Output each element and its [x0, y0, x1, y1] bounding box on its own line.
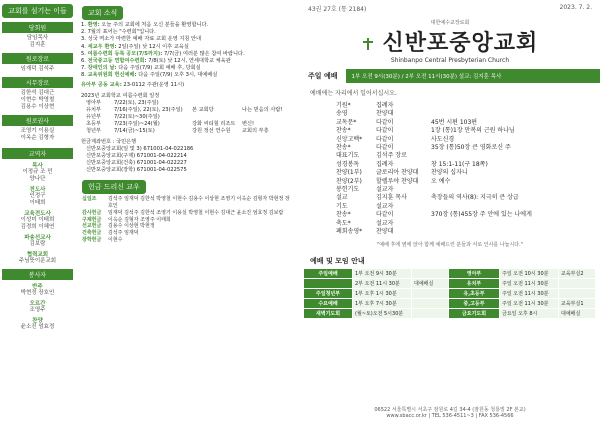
order-row: 설교 김지훈 목사 축장들의 역사(8): 지극히 큰 상급 — [336, 194, 519, 202]
staff-title: 봉사자 — [2, 269, 73, 280]
offering-header: 헌금 드리신 교우 — [82, 180, 146, 194]
cross-icon — [362, 38, 374, 50]
camp-row: 초등부 7/23(주일)~24(월) 강화 씨티힐 리조트 변신! — [86, 121, 255, 128]
camp-row: 청년부 7/14(금)~15(토) 강원 정선 연수원 교회의 부흥 — [86, 128, 269, 135]
order-row: 봉헌기도 설교자 — [336, 186, 394, 194]
staff-title: 협력교회 — [26, 252, 49, 258]
staff-label: 교역자 — [2, 148, 73, 159]
camp-row: 유치부 7/16(주일), 22(토), 23(주일) 본 교회당 나는 믿음의 사람! — [86, 107, 283, 114]
worship-quote: "예배 후에 옆에 앉아 함께 예배드린 분들과 서로 인사를 나눕시다." — [376, 241, 524, 248]
sidebar — [0, 0, 75, 423]
staff-title: 전도사 — [29, 187, 46, 193]
denomination: 대한예수교장로회 — [430, 20, 470, 26]
news-item: 8. 교육위원회 헌신예배: 다음 주일(7/9) 오후 3시, 대예배실 — [81, 72, 218, 79]
offering-row: 건축헌금 김석주 임재덕 — [82, 230, 139, 237]
sidebar-section-title: 원로권사 — [2, 115, 73, 126]
staff-title: 목사 — [32, 163, 43, 169]
order-row: 찬송* 다같이 1장 (통)1장 만복의 근원 하나님 — [336, 127, 515, 135]
sidebar-top-label: 교회를 섬기는 이들 — [2, 4, 73, 18]
order-row: 축도* 설교자 — [336, 219, 394, 227]
order-row: 기원* 집례자 — [336, 102, 394, 109]
offering-row: 감사헌금 임재덕 김석주 김한석 조영기 이용실 박영철 이현수 김대근 윤소진 엄효정 김보람 — [82, 209, 284, 216]
worship-bar — [300, 69, 600, 83]
sidebar-name: 이옥순 김형자 — [20, 135, 55, 141]
issue-date: 2023. 7. 2. — [559, 4, 592, 11]
sidebar-name: 임재덕 김석주 — [20, 66, 55, 72]
footer-address: 06522 서울특별시 서초구 잠원로 4길 34-4 (잠원동 청룡빌 2F 본교) — [374, 407, 526, 413]
order-row: 찬양(2부) 할렐루야 찬양대 오 예수 — [336, 177, 451, 185]
news-column — [78, 0, 296, 423]
news-item: 1. 환영: 오늘 주의 교회에 처음 오신 분들을 환영합니다. — [81, 22, 209, 28]
news-item: 5. 여름수련회 등록 공모(7/5까지): 7/7(금) 여러분 많은 참여 바랍니다. — [81, 50, 245, 57]
order-row: 찬양(1부) 글로리아 찬양대 찬양의 십자니 — [336, 169, 468, 177]
order-row: 찬송* 다같이 370장 (통)455장 주 안에 있는 나에게 — [336, 211, 532, 219]
order-row: 기도 설교자 — [336, 202, 394, 210]
issue-number: 43권 27호 (통 2184) — [308, 6, 367, 13]
account-row: 신반포중앙교회(건축) 671001-04-022227 — [86, 160, 187, 167]
staff-name: 이성미 이태희 — [20, 217, 55, 223]
church-title-en: Shinbanpo Central Presbyterian Church — [390, 57, 510, 64]
issue-header — [300, 0, 600, 13]
news-item: 6. 전국중고등 연합여수련회: 7/8(토) 낮 12시, 연세대학교 체육관 — [81, 58, 231, 65]
staff-role: 찬양 — [32, 318, 43, 324]
staff-name: 이정규 조 민 — [22, 169, 53, 175]
news-item: 4. 세교우 환영: 2일(주일) 낮 12시 이후 교육실 — [81, 43, 189, 50]
staff-name: 조영주 — [29, 307, 46, 313]
news-header: 교회 소식 — [82, 6, 123, 20]
order-of-worship — [300, 102, 600, 237]
meetings-title: 예배 및 모임 안내 — [310, 256, 365, 265]
camp-title: 2023년 교회학교 여름수련회 일정 — [81, 92, 160, 99]
offering-list — [78, 196, 296, 244]
camp-row: 영아부 7/22(토), 23(주일) — [86, 100, 159, 107]
account-row: 신반포중앙교회(구제) 671001-04-022214 — [86, 153, 187, 160]
staff-role: 반주 — [32, 284, 43, 290]
order-row: 송영 찬양대 — [336, 110, 394, 118]
news-item: 3. 성국 역소가 마련한 예배 자료 교회 운영 지침 안내 — [81, 36, 202, 43]
staff-role: 오르간 — [29, 301, 46, 307]
sidebar-name: 김용수 이상현 — [20, 104, 55, 110]
offering-row: 선교헌금 김용수 이상현 박현정 — [82, 223, 155, 230]
account-row: 신반포중앙교회(장학) 671001-04-022575 — [86, 167, 187, 174]
staff-name: 주님뜻이룬교회 — [18, 258, 57, 264]
offering-row: 구제헌금 이옥순 김형자 조영주 이태희 — [82, 216, 171, 223]
order-row: 교독문* 다같이 45번 시편 103편 — [336, 118, 478, 126]
sidebar-section-title: 당회원 — [2, 22, 73, 33]
news-flow: 유아부 공동 교육: 23-0112 주관(운영 11시) — [81, 81, 185, 88]
order-row: 신앙고백* 다같이 사도신경 — [336, 135, 455, 143]
sidebar-name: 김지훈 — [29, 42, 46, 48]
news-item: 2. 7월의 표어는 "수련회"입니다. — [81, 29, 156, 36]
sidebar-name: 이현수 박영철 — [20, 97, 55, 103]
staff-name: 이태희 — [29, 200, 46, 206]
worship-info: 1부 오전 9시(30분) / 2부 오전 11시(30분) 설교: 김지훈 목사 — [346, 69, 600, 83]
staff-name: 윤소진 엄효정 — [20, 324, 55, 330]
footer — [300, 407, 600, 419]
staff-name: 양나단 — [29, 176, 46, 182]
staff-title: 교육전도사 — [24, 211, 51, 217]
sidebar-name: 담임목사 — [26, 35, 49, 41]
sidebar-name: 조영기 이용실 — [20, 128, 55, 134]
sidebar-name: 김한석 김대근 — [20, 90, 55, 96]
footer-contact: www.sbacc.or.kr | TEL 536-4511~3 | FAX 536-4566 — [386, 413, 514, 419]
camp-row: 유년부 7/22(토)~30(주일) — [86, 114, 160, 121]
staff-name: 김경희 이혜연 — [20, 224, 55, 230]
staff-name: 박현정 장호인 — [20, 290, 55, 296]
worship-column — [300, 0, 600, 423]
worship-title: 주일 예배 — [308, 72, 338, 80]
meetings-table: 주일예배 1부 오전 9시 30분 영아부 주일 오전 10시 30분 교육부실2 2부 오전 11시 30분 대예배실 유치부 주일 오전 11시 30분 주일청년부 1부 오후 1시 30분 유,초등부 주일 오전 11시 30분 수요예배 1부 오후 7시 30분 중,고등부 주일 오전 11시 30분 교육부실1 새벽기도회 (월~토)오전 5시30분 금요기도회 금요일 오후 8시 대예배실 — [300, 269, 600, 318]
church-title: 신반포중앙교회 — [300, 26, 600, 57]
worship-call: 예배에는 자리에서 일어서십시오. — [310, 90, 397, 97]
news-item: 7. 장애인의 날: 다음 주일(7/9) 교회 예배 후, 당회실 — [81, 65, 201, 72]
offering-row: 십일조 김석주 임재덕 김한석 박영철 이현수 김용수 이상현 조영기 이옥순 김형자 박현정 장호인 — [82, 196, 290, 210]
account-row: 신반포중앙교회(일 및 3) 671001-04-022186 — [86, 146, 194, 153]
order-row: 성경봉독 집례자 창 15:1-11(구 18쪽) — [336, 160, 488, 168]
staff-name: 김보람 — [29, 241, 46, 247]
order-row: 폐회송영* 찬양대 — [336, 228, 394, 236]
sidebar-section-title: 시무장로 — [2, 77, 73, 88]
offering-row: 장학헌금 이현수 — [82, 237, 123, 244]
staff-title: 파송선교사 — [24, 235, 51, 241]
order-row: 찬송* 다같이 35장 (통)50장 큰 영화로신 주 — [336, 144, 511, 152]
account-title: 헌금계좌번호 : 국민은행 — [81, 139, 137, 146]
sidebar-section-title: 원로장로 — [2, 53, 73, 64]
order-row: 대표기도 김석주 장로 — [336, 152, 407, 160]
staff-name: 인정구 — [29, 193, 46, 199]
